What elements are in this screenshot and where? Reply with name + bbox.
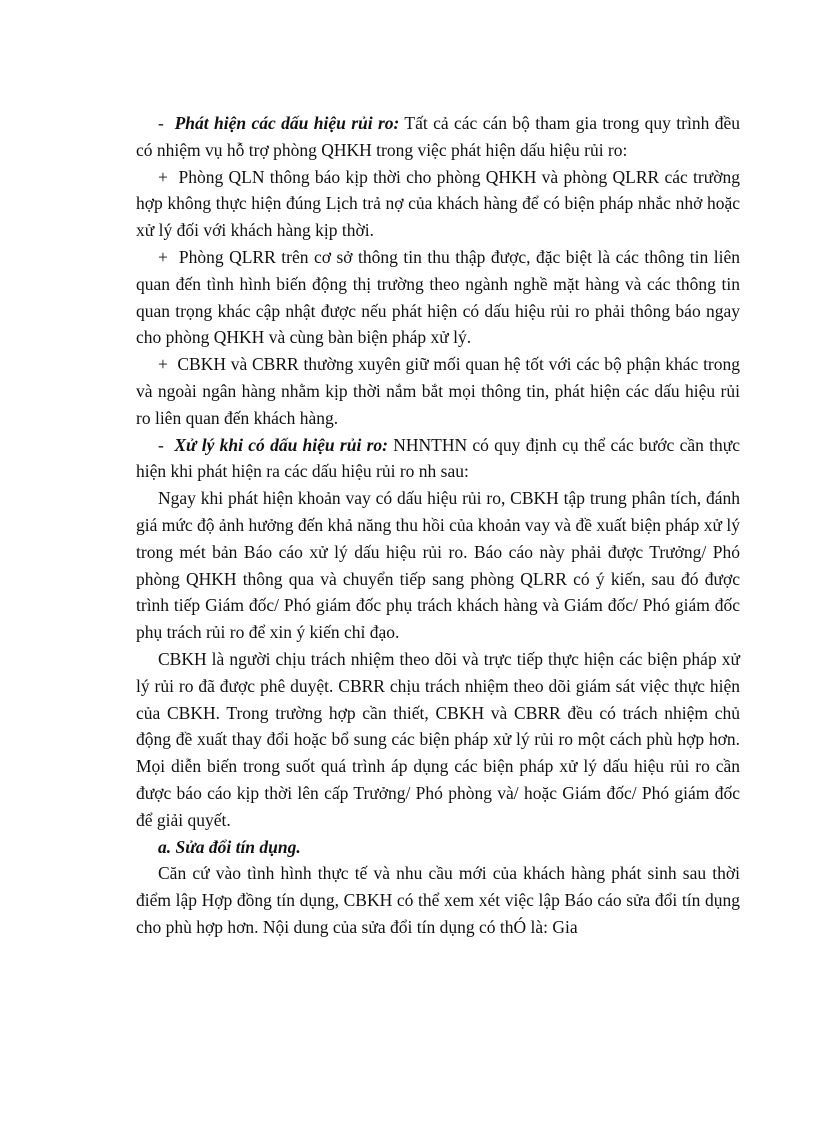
lead-detect-signs: Phát hiện các dấu hiệu rủi ro: [174, 113, 400, 133]
dash-marker: - [158, 434, 164, 455]
bullet-text: Phòng QLN thông báo kịp thời cho phòng QHKH và phòng QLRR các trường hợp không thực hiện đúng Lịch trả nợ của khách hàng để có biện pháp nhắc nhở hoặc xử lý đối với khách hàng kịp thời. [136, 166, 740, 241]
bullet-item [136, 351, 740, 431]
final-paragraph: Căn cứ vào tình hình thực tế và nhu cầu mới của khách hàng phát sinh sau thời điểm lập Hợp đồng tín dụng, CBKH có thể xem xét việc lập Báo cáo sửa đổi tín dụng cho phù hợp hơn. Nội dung của sửa đổi tín dụng có thÓ là: Gia [136, 863, 740, 937]
plus-marker: + [158, 246, 168, 267]
lead-handle-signs: Xử lý khi có dấu hiệu rủi ro: [174, 434, 388, 455]
plus-marker: + [158, 166, 168, 187]
bullet-text: Phòng QLRR trên cơ sở thông tin thu thập được, đặc biệt là các thông tin liên quan đến tình hình biến động thị trường theo ngành nghề mặt hàng và các thông tin quan trọng khác cập nhật được nếu phát hiện có dấu hiệu rủi ro phải thông báo ngay cho phòng QHKH và cùng bàn biện pháp xử lý. [136, 246, 740, 348]
bullet-text: CBKH và CBRR thường xuyên giữ mối quan hệ tốt với các bộ phận khác trong và ngoài ngân hàng nhằm kịp thời nắm bắt mọi thông tin, phát hiện các dấu hiệu rủi ro liên quan đến khách hàng. [136, 354, 741, 428]
section-heading-a: a. Sửa đổi tín dụng. [158, 836, 301, 857]
body-paragraph: Ngay khi phát hiện khoản vay có dấu hiệu rủi ro, CBKH tập trung phân tích, đánh giá mức độ ảnh hưởng đến khả năng thu hồi của khoản vay và đề xuất biện pháp xử lý trong mét bản Báo cáo xử lý dấu hiệu rủi ro. Báo cáo này phải được Trưởng/ Phó phòng QHKH thông qua và chuyển tiếp sang phòng QLRR có ý kiến, sau đó được trình tiếp Giám đốc/ Phó giám đốc phụ trách khách hàng và Giám đốc/ Phó giám đốc phụ trách rủi ro để xin ý kiến chỉ đạo. [136, 488, 740, 643]
bullet-item [136, 244, 740, 351]
plus-marker: + [158, 354, 168, 375]
text-detect-signs: Tất cả các cán bộ tham gia trong quy trình đều có nhiệm vụ hỗ trợ phòng QHKH trong việc phát hiện dấu hiệu rủi ro: [136, 113, 740, 160]
paragraph-handle-signs [136, 432, 740, 486]
bullet-item [136, 164, 740, 244]
body-paragraph: CBKH là người chịu trách nhiệm theo dõi và trực tiếp thực hiện các biện pháp xử lý rủi ro đã được phê duyệt. CBRR chịu trách nhiệm theo dõi giám sát việc thực hiện của CBKH. Trong trường hợp cần thiết, CBKH và CBRR đều có trách nhiệm chủ động đề xuất thay đổi hoặc bổ sung các biện pháp xử lý rủi ro một cách phù hợp hơn. Mọi diễn biến trong suốt quá trình áp dụng các biện pháp xử lý dấu hiệu rủi ro cần được báo cáo kịp thời lên cấp Trưởng/ Phó phòng và/ hoặc Giám đốc/ Phó giám đốc để giải quyết. [136, 648, 740, 830]
text-handle-signs: NHNTHN có quy định cụ thể các bước cần thực hiện khi phát hiện ra các dấu hiệu rủi ro nh sau: [136, 434, 740, 482]
paragraph-detect-signs [136, 110, 740, 164]
document-page [136, 110, 740, 941]
dash-marker: - [158, 113, 164, 133]
